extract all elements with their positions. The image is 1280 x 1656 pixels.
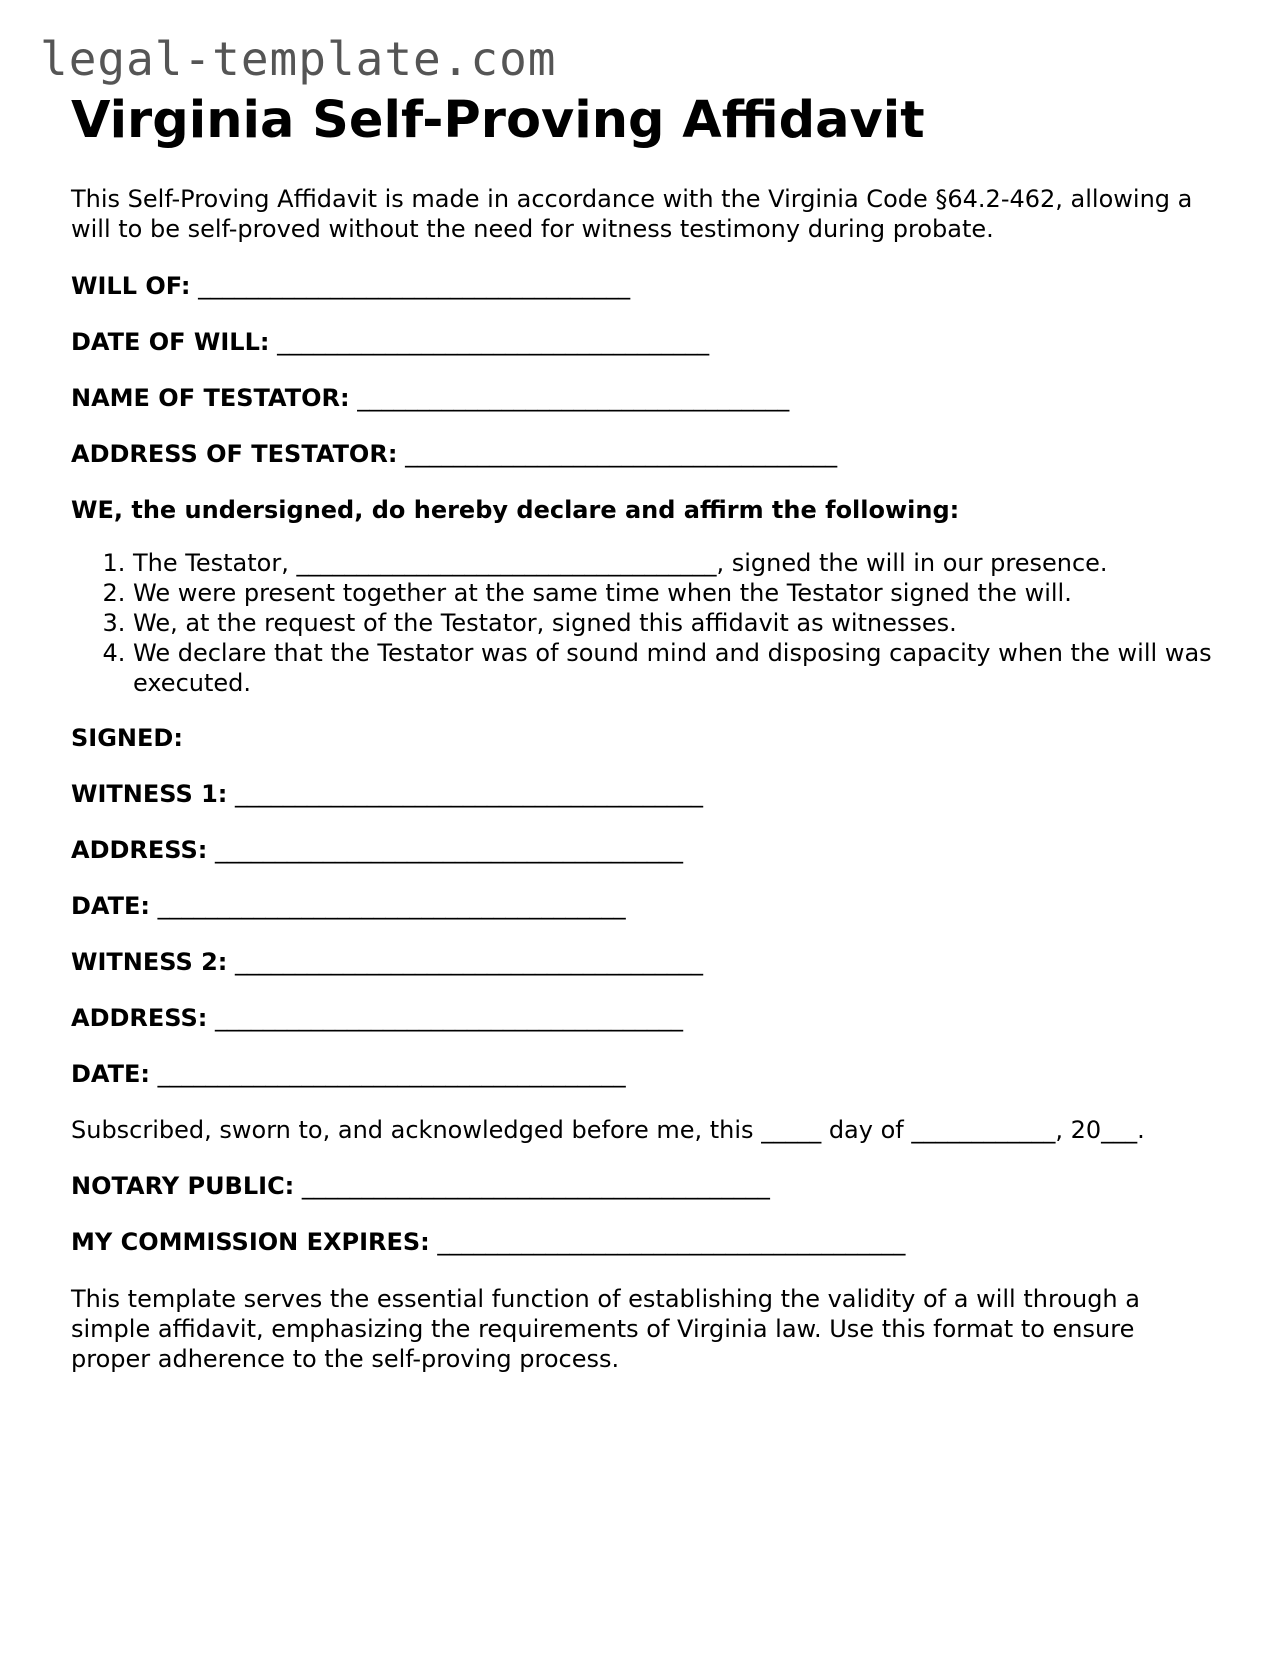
field-label: ADDRESS:: [71, 836, 208, 864]
date-of-will-field: [71, 328, 1221, 356]
document-page: [71, 90, 1221, 1374]
intro-paragraph: This Self-Proving Affidavit is made in accordance with the Virginia Code §64.2-462, allowing a will to be self-proved without the need for witness testimony during probate.: [71, 185, 1193, 243]
field-label: DATE:: [71, 892, 150, 920]
field-label: ADDRESS OF TESTATOR:: [71, 440, 398, 468]
watermark-logo: legal-template.com: [40, 32, 557, 86]
field-blank[interactable]: _______________________________________: [157, 1060, 626, 1088]
witness-2-address-field: [71, 1004, 1221, 1032]
field-label: ADDRESS:: [71, 1004, 208, 1032]
witness-1-date-field: [71, 892, 1221, 920]
field-label: DATE:: [71, 1060, 150, 1088]
commission-expires-field: [71, 1228, 1221, 1256]
field-blank[interactable]: _______________________________________: [157, 892, 626, 920]
field-blank[interactable]: _______________________________________: [215, 836, 684, 864]
field-label: WILL OF:: [71, 272, 191, 300]
field-blank[interactable]: _______________________________________: [437, 1228, 906, 1256]
field-label: NAME OF TESTATOR:: [71, 384, 350, 412]
field-blank[interactable]: ____________________________________: [357, 384, 790, 412]
field-blank[interactable]: ____________________________________: [198, 272, 631, 300]
field-blank[interactable]: _______________________________________: [301, 1172, 770, 1200]
list-item: 1. The Testator, ___________________________________, signed the will in our presence.: [133, 548, 1221, 578]
list-item: 4. We declare that the Testator was of sound mind and disposing capacity when the will was executed.: [133, 638, 1221, 698]
field-blank[interactable]: _______________________________________: [215, 1004, 684, 1032]
list-item: 2. We were present together at the same time when the Testator signed the will.: [133, 578, 1221, 608]
subscribed-line: Subscribed, sworn to, and acknowledged before me, this _____ day of ____________, 20___.: [71, 1116, 1145, 1144]
signed-label: SIGNED:: [71, 724, 183, 752]
list-item: 3. We, at the request of the Testator, signed this affidavit as witnesses.: [133, 608, 1221, 638]
witness-2-date-field: [71, 1060, 1221, 1088]
name-of-testator-field: [71, 384, 1221, 412]
closing-paragraph: This template serves the essential function of establishing the validity of a will through a simple affidavit, emphasizing the requirements of Virginia law. Use this format to ensure proper adherence to the self-proving process.: [71, 1285, 1140, 1373]
field-blank[interactable]: ____________________________________: [277, 328, 710, 356]
field-label: NOTARY PUBLIC:: [71, 1172, 295, 1200]
witness-1-field: [71, 780, 1221, 808]
witness-1-address-field: [71, 836, 1221, 864]
will-of-field: [71, 272, 1221, 300]
field-blank[interactable]: ____________________________________: [405, 440, 838, 468]
field-label: WITNESS 2:: [71, 948, 228, 976]
notary-public-field: [71, 1172, 1221, 1200]
field-blank[interactable]: _______________________________________: [235, 780, 704, 808]
address-of-testator-field: [71, 440, 1221, 468]
field-blank[interactable]: _______________________________________: [235, 948, 704, 976]
field-label: WITNESS 1:: [71, 780, 228, 808]
field-label: DATE OF WILL:: [71, 328, 270, 356]
declaration-heading: WE, the undersigned, do hereby declare and affirm the following:: [71, 496, 960, 524]
field-label: MY COMMISSION EXPIRES:: [71, 1228, 430, 1256]
declaration-list: [71, 548, 1221, 698]
witness-2-field: [71, 948, 1221, 976]
document-title: Virginia Self-Proving Affidavit: [71, 91, 925, 150]
